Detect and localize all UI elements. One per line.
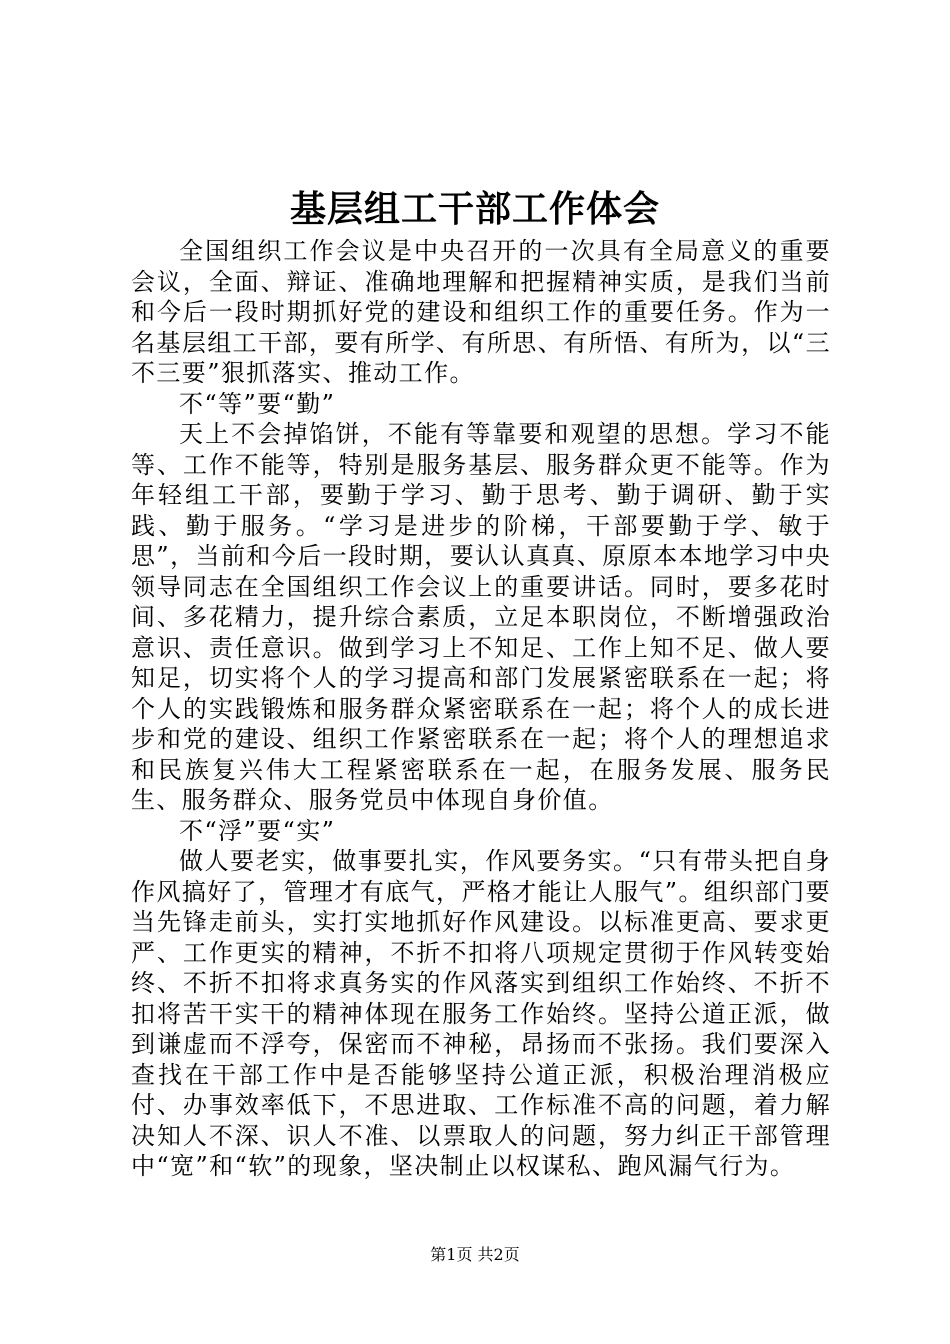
document-title: 基层组工干部工作体会: [289, 188, 660, 230]
document-body: [131, 236, 831, 1182]
page-footer: 第1页 共2页: [430, 1245, 520, 1264]
section-paragraph-shi: 做人要老实，做事要扎实，作风要务实。“只有带头把自身作风搞好了，管理才有底气，严格才能让人服气”。组织部门要当先锋走前头，实打实地抓好作风建设。以标准更高、要求更严、工作更实的精神，不折不扣将八项规定贯彻于作风转变始终、不折不扣将求真务实的作风落实到组织工作始终、不折不扣将苦干实干的精神体现在服务工作始终。坚持公道正派，做到谦虚而不浮夸，保密而不神秘，昂扬而不张扬。我们要深入查找在干部工作中是否能够坚持公道正派，积极治理消极应付、办事效率低下，不思进取、工作标准不高的问题，着力解决知人不深、识人不准、以票取人的问题，努力纠正干部管理中“宽”和“软”的现象，坚决制止以权谋私、跑风漏气行为。: [131, 847, 831, 1180]
section-heading-shi: 不“浮”要“实”: [179, 816, 336, 845]
section-paragraph-qin: 天上不会掉馅饼，不能有等靠要和观望的思想。学习不能等、工作不能等，特别是服务基层、服务群众更不能等。作为年轻组工干部，要勤于学习、勤于思考、勤于调研、勤于实践、勤于服务。“学习是进步的阶梯，干部要勤于学、敏于思”，当前和今后一段时期，要认认真真、原原本本地学习中央领导同志在全国组织工作会议上的重要讲话。同时，要多花时间、多花精力，提升综合素质，立足本职岗位，不断增强政治意识、责任意识。做到学习上不知足、工作上知不足、做人要知足，切实将个人的学习提高和部门发展紧密联系在一起；将个人的实践锻炼和服务群众紧密联系在一起；将个人的成长进步和党的建设、组织工作紧密联系在一起；将个人的理想追求和民族复兴伟大工程紧密联系在一起，在服务发展、服务民生、服务群众、服务党员中体现自身价值。: [131, 420, 831, 814]
intro-paragraph: 全国组织工作会议是中央召开的一次具有全局意义的重要会议，全面、辩证、准确地理解和把握精神实质，是我们当前和今后一段时期抓好党的建设和组织工作的重要任务。作为一名基层组工干部，要有所学、有所思、有所悟、有所为，以“三不三要”狠抓落实、推动工作。: [131, 237, 831, 387]
section-heading-qin: 不“等”要“勤”: [179, 389, 336, 418]
